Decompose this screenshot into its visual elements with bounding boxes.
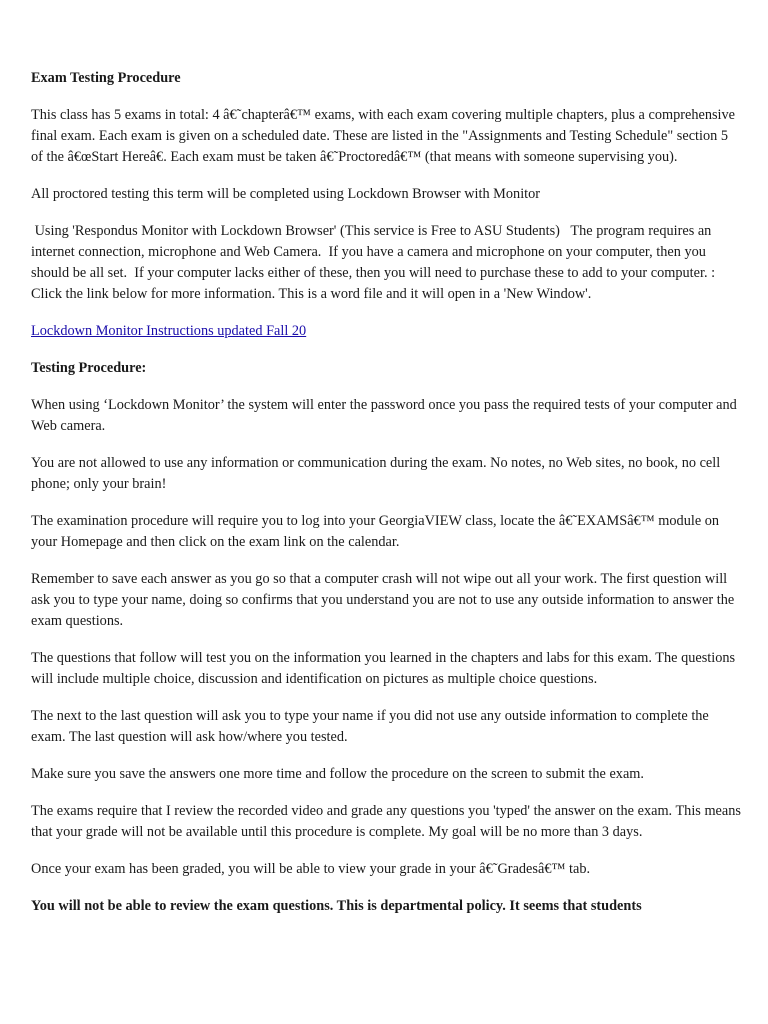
procedure-paragraph-9: Once your exam has been graded, you will be able to view your grade in your â€˜Gradesâ€™ tab. [31,861,591,877]
proctored-paragraph: All proctored testing this term will be completed using Lockdown Browser with Monitor [31,186,541,202]
review-policy-paragraph: You will not be able to review the exam questions. This is departmental policy. It seems that students [31,898,642,914]
procedure-paragraph-7: Make sure you save the answers one more time and follow the procedure on the screen to submit the exam. [31,766,644,782]
lockdown-instructions-link[interactable]: Lockdown Monitor Instructions updated Fall 20 [31,323,307,339]
procedure-paragraph-8: The exams require that I review the recorded video and grade any questions you 'typed' the answer on the exam. This means that your grade will not be available until this procedure is complete. My goal will be no more than 3 days. [31,803,741,840]
procedure-paragraph-1: When using ‘Lockdown Monitor’ the system will enter the password once you pass the required tests of your computer and Web camera. [31,397,737,434]
procedure-paragraph-2: You are not allowed to use any information or communication during the exam. No notes, no Web sites, no book, no cell phone; only your brain! [31,455,721,492]
procedure-paragraph-5: The questions that follow will test you on the information you learned in the chapters and labs for this exam. The questions will include multiple choice, discussion and identification on pictures as multiple choice questions. [31,650,736,687]
intro-paragraph: This class has 5 exams in total: 4 â€˜chapterâ€™ exams, with each exam covering multiple chapters, plus a comprehensive final exam. Each exam is given on a scheduled date. These are listed in the "Assignments and Testing Schedule" section 5 of the â€œStart Hereâ€. Each exam must be taken â€˜Proctoredâ€™ (that means with someone supervising you). [31,107,736,165]
procedure-paragraph-4: Remember to save each answer as you go so that a computer crash will not wipe out all your work. The first question will ask you to type your name, doing so confirms that you understand you are not to use any outside information to answer the exam questions. [31,571,735,629]
testing-procedure-heading: Testing Procedure: [31,360,147,376]
procedure-paragraph-6: The next to the last question will ask you to type your name if you did not use any outside information to complete the exam. The last question will ask how/where you tested. [31,708,709,745]
procedure-paragraph-3: The examination procedure will require you to log into your GeorgiaVIEW class, locate the â€˜EXAMSâ€™ module on your Homepage and then click on the exam link on the calendar. [31,513,720,550]
page-title: Exam Testing Procedure [31,70,181,86]
respondus-paragraph: Using 'Respondus Monitor with Lockdown Browser' (This service is Free to ASU Students) The program requires an internet connection, microphone and Web Camera. If you have a camera and microphone on your computer, then you should be all set. If your computer lacks either of these, then you will need to purchase these to add to your computer. : [31,223,716,281]
document-page [31,68,743,933]
click-link-paragraph: Click the link below for more information. This is a word file and it will open in a 'New Window'. [31,286,592,302]
